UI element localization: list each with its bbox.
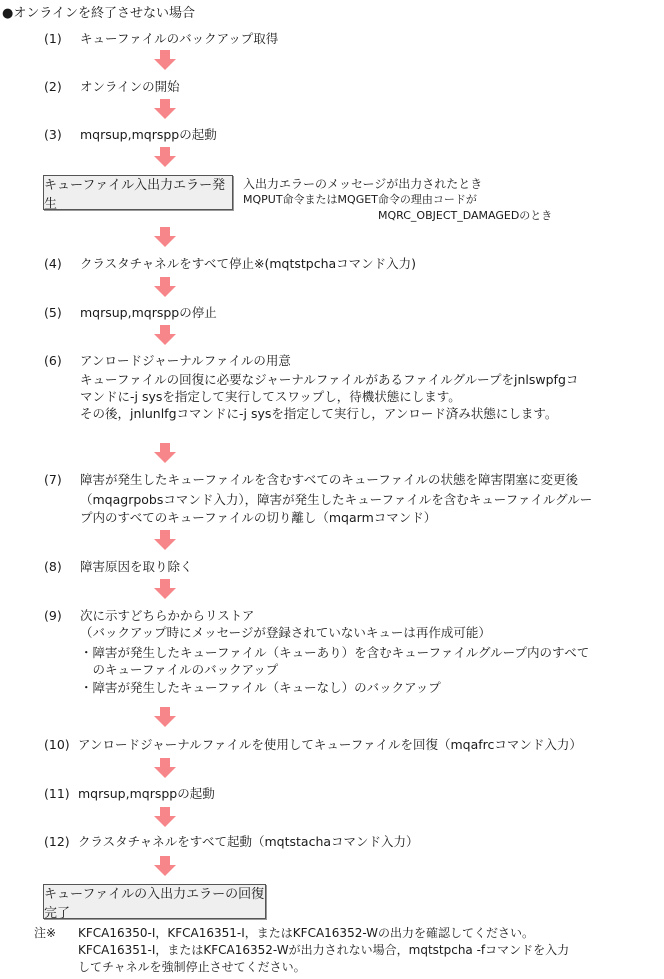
step-number: (10) xyxy=(44,737,70,752)
condition-line: MQPUT命令またはMQGET命令の理由コードが xyxy=(243,193,477,206)
down-arrow-icon xyxy=(154,579,176,599)
step-number: (4) xyxy=(44,256,62,271)
step-text: （mqagrpobsコマンド入力），障害が発生したキューファイルを含むキューファイルグルー xyxy=(80,492,593,507)
condition-line: 入出力エラーのメッセージが出力されたとき xyxy=(243,177,483,191)
down-arrow-icon xyxy=(154,227,176,247)
condition-line: MQRC_OBJECT_DAMAGEDのとき xyxy=(378,209,553,222)
step-text: プ内のすべてのキューファイルの切り離し（mqarmコマンド） xyxy=(80,510,437,525)
step-text: mqrsup,mqrsppの停止 xyxy=(80,305,217,320)
step-bullet: ・障害が発生したキューファイル（キューなし）のバックアップ xyxy=(80,680,441,695)
step-text: キューファイルの回復に必要なジャーナルファイルがあるファイルグループをjnlswpfgコ xyxy=(80,372,579,387)
step-text: マンドに-j sysを指定して実行してスワップし，待機状態にします。 xyxy=(80,389,461,404)
down-arrow-icon xyxy=(154,758,176,778)
event-box-io-error xyxy=(43,175,233,210)
step-text: クラスタチャネルをすべて停止※(mqtstpchaコマンド入力) xyxy=(80,256,417,271)
step-bullet: ・障害が発生したキューファイル（キューあり）を含むキューファイルグループ内のすべて xyxy=(80,645,590,660)
step-text: アンロードジャーナルファイルを使用してキューファイルを回復（mqafrcコマンド入力） xyxy=(78,737,582,752)
step-number: (2) xyxy=(44,79,62,94)
step-text: mqrsup,mqrsppの起動 xyxy=(78,786,215,801)
down-arrow-icon xyxy=(154,443,176,463)
step-bullet-cont: のキューファイルのバックアップ xyxy=(80,662,279,677)
end-box-recovery-complete xyxy=(43,884,266,919)
step-number: (11) xyxy=(44,786,70,801)
down-arrow-icon xyxy=(154,325,176,345)
footnote-line: KFCA16351-I，またはKFCA16352-Wが出力されない場合，mqtstpcha -fコマンドを入力 xyxy=(78,943,570,957)
down-arrow-icon xyxy=(154,856,176,876)
down-arrow-icon xyxy=(154,807,176,827)
end-box-label: キューファイルの入出力エラーの回復完了 xyxy=(44,886,265,921)
down-arrow-icon xyxy=(154,50,176,70)
step-text: オンラインの開始 xyxy=(80,79,180,94)
down-arrow-icon xyxy=(154,147,176,167)
footnote-line: KFCA16350-I，KFCA16351-I，またはKFCA16352-Wの出力を確認してください。 xyxy=(78,926,535,940)
event-box-label: キューファイル入出力エラー発生 xyxy=(44,177,226,212)
down-arrow-icon xyxy=(154,277,176,297)
step-number: (8) xyxy=(44,559,62,574)
step-text: 障害が発生したキューファイルを含むすべてのキューファイルの状態を障害閉塞に変更後 xyxy=(80,472,579,487)
step-number: (5) xyxy=(44,305,62,320)
step-number: (3) xyxy=(44,127,62,142)
step-number: (9) xyxy=(44,608,62,623)
step-text: その後，jnlunlfgコマンドに-j sysを指定して実行し，アンロード済み状態にします。 xyxy=(80,406,558,421)
step-number: (12) xyxy=(44,834,70,849)
page-title: ●オンラインを終了させない場合 xyxy=(2,6,195,21)
footnote-mark: 注※ xyxy=(34,926,57,940)
step-text: （バックアップ時にメッセージが登録されていないキューは再作成可能） xyxy=(80,625,491,640)
footnote-line: してチャネルを強制停止させてください。 xyxy=(78,960,306,974)
down-arrow-icon xyxy=(154,99,176,119)
step-text: 次に示すどちらかからリストア xyxy=(80,608,255,623)
step-text: アンロードジャーナルファイルの用意 xyxy=(80,353,291,368)
step-text: キューファイルのバックアップ取得 xyxy=(80,31,279,46)
step-text: 障害原因を取り除く xyxy=(80,559,193,574)
down-arrow-icon xyxy=(154,530,176,550)
step-text: クラスタチャネルをすべて起動（mqtstachaコマンド入力） xyxy=(78,834,419,849)
step-number: (6) xyxy=(44,353,62,368)
down-arrow-icon xyxy=(154,707,176,727)
step-number: (7) xyxy=(44,472,62,487)
step-text: mqrsup,mqrsppの起動 xyxy=(80,127,217,142)
step-number: (1) xyxy=(44,31,62,46)
